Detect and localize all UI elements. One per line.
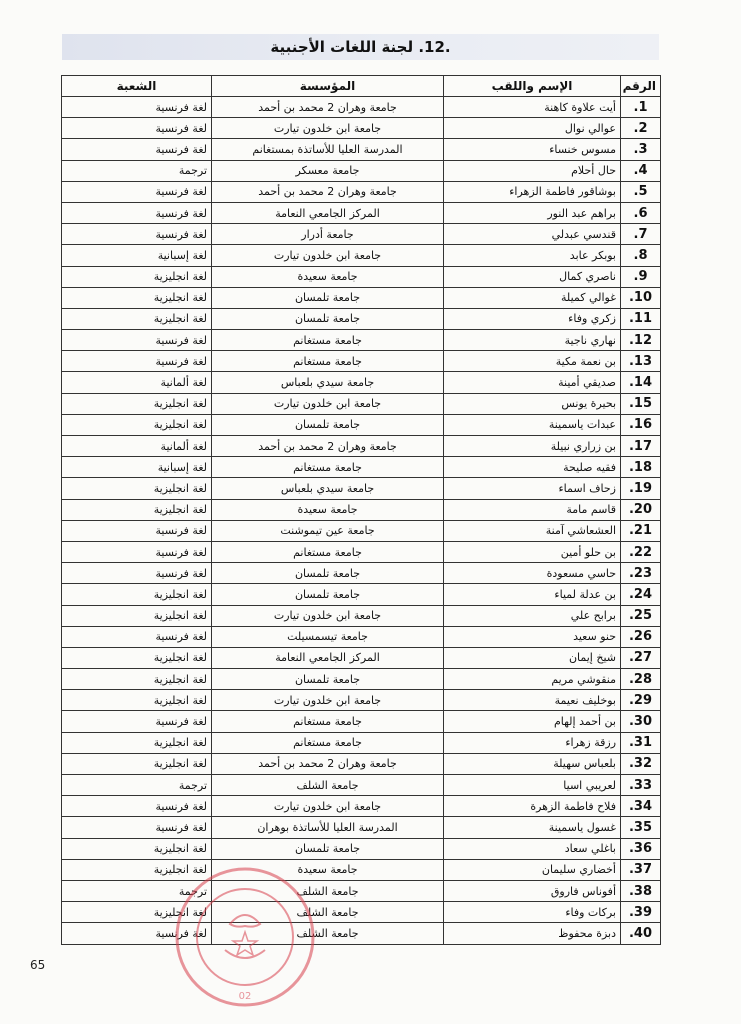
table-row — [62, 308, 661, 329]
row-number: 18. — [621, 457, 661, 478]
row-institution: جامعة تيسمسيلت — [212, 626, 444, 647]
row-number: 13. — [621, 351, 661, 372]
row-field: لغة انجليزية — [62, 753, 212, 774]
table-row — [62, 351, 661, 372]
official-stamp-icon — [170, 862, 320, 1012]
row-number: 1. — [621, 97, 661, 118]
row-field: لغة فرنسية — [62, 330, 212, 351]
table-row — [62, 796, 661, 817]
row-field: لغة فرنسية — [62, 202, 212, 223]
table-row — [62, 838, 661, 859]
row-field: لغة فرنسية — [62, 181, 212, 202]
row-name: حنو سعيد — [444, 626, 621, 647]
table-row — [62, 584, 661, 605]
table-row — [62, 902, 661, 923]
row-field: لغة انجليزية — [62, 478, 212, 499]
row-institution: جامعة وهران 2 محمد بن أحمد — [212, 753, 444, 774]
row-name: صديقي أمينة — [444, 372, 621, 393]
row-institution: جامعة مستغانم — [212, 541, 444, 562]
row-institution: جامعة سعيدة — [212, 499, 444, 520]
row-institution: جامعة سيدي بلعباس — [212, 478, 444, 499]
row-institution: جامعة وهران 2 محمد بن أحمد — [212, 436, 444, 457]
row-institution: جامعة مستغانم — [212, 351, 444, 372]
row-name: بوخليف نعيمة — [444, 690, 621, 711]
table-row — [62, 457, 661, 478]
row-institution: جامعة ابن خلدون تيارت — [212, 118, 444, 139]
row-number: 36. — [621, 838, 661, 859]
table-row — [62, 287, 661, 308]
row-name: برابح علي — [444, 605, 621, 626]
row-institution: جامعة تلمسان — [212, 414, 444, 435]
table-row — [62, 605, 661, 626]
table-row — [62, 414, 661, 435]
table-row — [62, 245, 661, 266]
row-institution: جامعة تلمسان — [212, 563, 444, 584]
row-institution: جامعة مستغانم — [212, 732, 444, 753]
row-institution: جامعة تلمسان — [212, 308, 444, 329]
row-field: لغة فرنسية — [62, 520, 212, 541]
row-field: لغة فرنسية — [62, 711, 212, 732]
committee-table — [61, 75, 661, 945]
row-name: زحاف اسماء — [444, 478, 621, 499]
row-name: قندسي عبدلي — [444, 224, 621, 245]
row-field: ترجمة — [62, 775, 212, 796]
row-institution: جامعة وهران 2 محمد بن أحمد — [212, 97, 444, 118]
row-institution: جامعة ابن خلدون تيارت — [212, 605, 444, 626]
row-name: قاسم مامة — [444, 499, 621, 520]
table-row — [62, 690, 661, 711]
row-number: 22. — [621, 541, 661, 562]
row-name: منقوشي مريم — [444, 669, 621, 690]
table-row — [62, 478, 661, 499]
row-field: لغة انجليزية — [62, 732, 212, 753]
table-row — [62, 202, 661, 223]
row-field: لغة انجليزية — [62, 902, 212, 923]
row-number: 16. — [621, 414, 661, 435]
row-number: 17. — [621, 436, 661, 457]
row-field: لغة فرنسية — [62, 541, 212, 562]
row-name: العشعاشي آمنة — [444, 520, 621, 541]
row-field: لغة انجليزية — [62, 499, 212, 520]
row-name: أخضاري سليمان — [444, 859, 621, 880]
row-institution: جامعة تلمسان — [212, 287, 444, 308]
row-name: شيخ إيمان — [444, 647, 621, 668]
row-field: لغة انجليزية — [62, 287, 212, 308]
row-name: بلعباس سهيلة — [444, 753, 621, 774]
row-name: مسوس خنساء — [444, 139, 621, 160]
page-number: 65 — [30, 958, 46, 972]
row-institution: جامعة ابن خلدون تيارت — [212, 245, 444, 266]
row-number: 5. — [621, 181, 661, 202]
row-institution: جامعة ابن خلدون تيارت — [212, 393, 444, 414]
row-field: لغة انجليزية — [62, 605, 212, 626]
row-number: 30. — [621, 711, 661, 732]
row-institution: جامعة مستغانم — [212, 330, 444, 351]
row-number: 40. — [621, 923, 661, 944]
row-number: 32. — [621, 753, 661, 774]
row-number: 20. — [621, 499, 661, 520]
table-row — [62, 647, 661, 668]
row-name: فلاح فاطمة الزهرة — [444, 796, 621, 817]
row-institution: جامعة ابن خلدون تيارت — [212, 690, 444, 711]
row-field: لغة فرنسية — [62, 626, 212, 647]
row-number: 35. — [621, 817, 661, 838]
row-field: لغة انجليزية — [62, 393, 212, 414]
row-name: بوبكر عابد — [444, 245, 621, 266]
row-name: أيت علاوة كاهنة — [444, 97, 621, 118]
row-number: 8. — [621, 245, 661, 266]
row-field: ترجمة — [62, 880, 212, 901]
row-number: 34. — [621, 796, 661, 817]
header-name: الإسم واللقب — [444, 76, 621, 97]
row-field: لغة إسبانية — [62, 457, 212, 478]
row-field: لغة انجليزية — [62, 414, 212, 435]
row-institution: المركز الجامعي النعامة — [212, 202, 444, 223]
row-number: 37. — [621, 859, 661, 880]
table-row — [62, 160, 661, 181]
row-name: دبزة محفوظ — [444, 923, 621, 944]
row-field: لغة إسبانية — [62, 245, 212, 266]
row-field: لغة ألمانية — [62, 372, 212, 393]
row-institution: جامعة تلمسان — [212, 838, 444, 859]
row-name: فقيه صليحة — [444, 457, 621, 478]
row-name: بن أحمد إلهام — [444, 711, 621, 732]
row-name: نهاري ناجية — [444, 330, 621, 351]
row-number: 10. — [621, 287, 661, 308]
row-number: 28. — [621, 669, 661, 690]
row-institution: جامعة الشلف — [212, 775, 444, 796]
row-institution: جامعة مستغانم — [212, 457, 444, 478]
row-number: 19. — [621, 478, 661, 499]
row-number: 26. — [621, 626, 661, 647]
table-row — [62, 436, 661, 457]
row-field: لغة فرنسية — [62, 97, 212, 118]
row-number: 31. — [621, 732, 661, 753]
row-number: 2. — [621, 118, 661, 139]
stamp-code: 02 — [238, 991, 252, 1002]
row-number: 14. — [621, 372, 661, 393]
table-row — [62, 118, 661, 139]
row-number: 11. — [621, 308, 661, 329]
table-row — [62, 330, 661, 351]
row-institution: جامعة الشلف — [212, 902, 444, 923]
row-number: 12. — [621, 330, 661, 351]
row-institution: جامعة تلمسان — [212, 584, 444, 605]
row-name: بن نعمة مكية — [444, 351, 621, 372]
table-row — [62, 372, 661, 393]
row-name: حاسي مسعودة — [444, 563, 621, 584]
row-name: باغلي سعاد — [444, 838, 621, 859]
row-institution: المدرسة العليا للأساتذة بمستغانم — [212, 139, 444, 160]
row-institution: المدرسة العليا للأساتذة بوهران — [212, 817, 444, 838]
row-institution: جامعة وهران 2 محمد بن أحمد — [212, 181, 444, 202]
table-row — [62, 753, 661, 774]
table-row — [62, 775, 661, 796]
table-row — [62, 923, 661, 944]
row-institution: جامعة ابن خلدون تيارت — [212, 796, 444, 817]
row-field: لغة انجليزية — [62, 266, 212, 287]
row-number: 27. — [621, 647, 661, 668]
row-institution: جامعة مستغانم — [212, 711, 444, 732]
row-field: لغة فرنسية — [62, 351, 212, 372]
row-field: لغة فرنسية — [62, 563, 212, 584]
row-number: 6. — [621, 202, 661, 223]
table-row — [62, 393, 661, 414]
header-field: الشعبة — [62, 76, 212, 97]
row-name: حال أحلام — [444, 160, 621, 181]
row-field: لغة انجليزية — [62, 308, 212, 329]
row-number: 25. — [621, 605, 661, 626]
row-name: غسول ياسمينة — [444, 817, 621, 838]
table-row — [62, 541, 661, 562]
section-title: .12. لجنة اللغات الأجنبية — [270, 38, 451, 56]
row-field: لغة انجليزية — [62, 669, 212, 690]
row-number: 7. — [621, 224, 661, 245]
row-institution: جامعة سعيدة — [212, 859, 444, 880]
table-header-row — [62, 76, 661, 97]
row-name: ناصري كمال — [444, 266, 621, 287]
row-name: رزقة زهراء — [444, 732, 621, 753]
table-row — [62, 266, 661, 287]
row-number: 24. — [621, 584, 661, 605]
row-institution: جامعة تلمسان — [212, 669, 444, 690]
row-name: غوالي كميلة — [444, 287, 621, 308]
row-number: 4. — [621, 160, 661, 181]
row-field: لغة فرنسية — [62, 817, 212, 838]
header-institution: المؤسسة — [212, 76, 444, 97]
table-row — [62, 563, 661, 584]
table-row — [62, 224, 661, 245]
row-institution: المركز الجامعي النعامة — [212, 647, 444, 668]
row-name: بن عدلة لمياء — [444, 584, 621, 605]
table-row — [62, 499, 661, 520]
row-field: لغة فرنسية — [62, 923, 212, 944]
row-name: بحيرة يونس — [444, 393, 621, 414]
row-number: 29. — [621, 690, 661, 711]
table-row — [62, 859, 661, 880]
row-name: عبدات ياسمينة — [444, 414, 621, 435]
table-row — [62, 97, 661, 118]
table-row — [62, 880, 661, 901]
row-field: لغة انجليزية — [62, 584, 212, 605]
table-row — [62, 669, 661, 690]
row-institution: جامعة أدرار — [212, 224, 444, 245]
row-name: أفوناس فاروق — [444, 880, 621, 901]
row-name: بركات وفاء — [444, 902, 621, 923]
row-institution: جامعة الشلف — [212, 880, 444, 901]
row-institution: جامعة معسكر — [212, 160, 444, 181]
row-number: 23. — [621, 563, 661, 584]
table-row — [62, 139, 661, 160]
table-row — [62, 711, 661, 732]
row-institution: جامعة سيدي بلعباس — [212, 372, 444, 393]
row-name: زكري وفاء — [444, 308, 621, 329]
row-field: لغة ألمانية — [62, 436, 212, 457]
row-name: بوشاقور فاطمة الزهراء — [444, 181, 621, 202]
table-row — [62, 520, 661, 541]
row-field: لغة انجليزية — [62, 647, 212, 668]
row-number: 33. — [621, 775, 661, 796]
row-field: لغة انجليزية — [62, 859, 212, 880]
row-number: 39. — [621, 902, 661, 923]
row-field: ترجمة — [62, 160, 212, 181]
row-institution: جامعة سعيدة — [212, 266, 444, 287]
row-name: بن حلو أمين — [444, 541, 621, 562]
row-number: 9. — [621, 266, 661, 287]
row-field: لغة انجليزية — [62, 690, 212, 711]
row-institution: جامعة عين تيموشنت — [212, 520, 444, 541]
table-row — [62, 817, 661, 838]
table-row — [62, 732, 661, 753]
row-name: بن زراري نبيلة — [444, 436, 621, 457]
row-field: لغة فرنسية — [62, 139, 212, 160]
row-number: 21. — [621, 520, 661, 541]
row-institution: جامعة الشلف — [212, 923, 444, 944]
row-name: عوالي نوال — [444, 118, 621, 139]
row-field: لغة فرنسية — [62, 796, 212, 817]
row-field: لغة فرنسية — [62, 224, 212, 245]
row-number: 38. — [621, 880, 661, 901]
row-name: براهم عبد النور — [444, 202, 621, 223]
row-number: 15. — [621, 393, 661, 414]
row-number: 3. — [621, 139, 661, 160]
table-row — [62, 181, 661, 202]
row-field: لغة فرنسية — [62, 118, 212, 139]
row-name: لعريبي اسيا — [444, 775, 621, 796]
header-number: الرقم — [621, 76, 661, 97]
row-field: لغة انجليزية — [62, 838, 212, 859]
table-row — [62, 626, 661, 647]
